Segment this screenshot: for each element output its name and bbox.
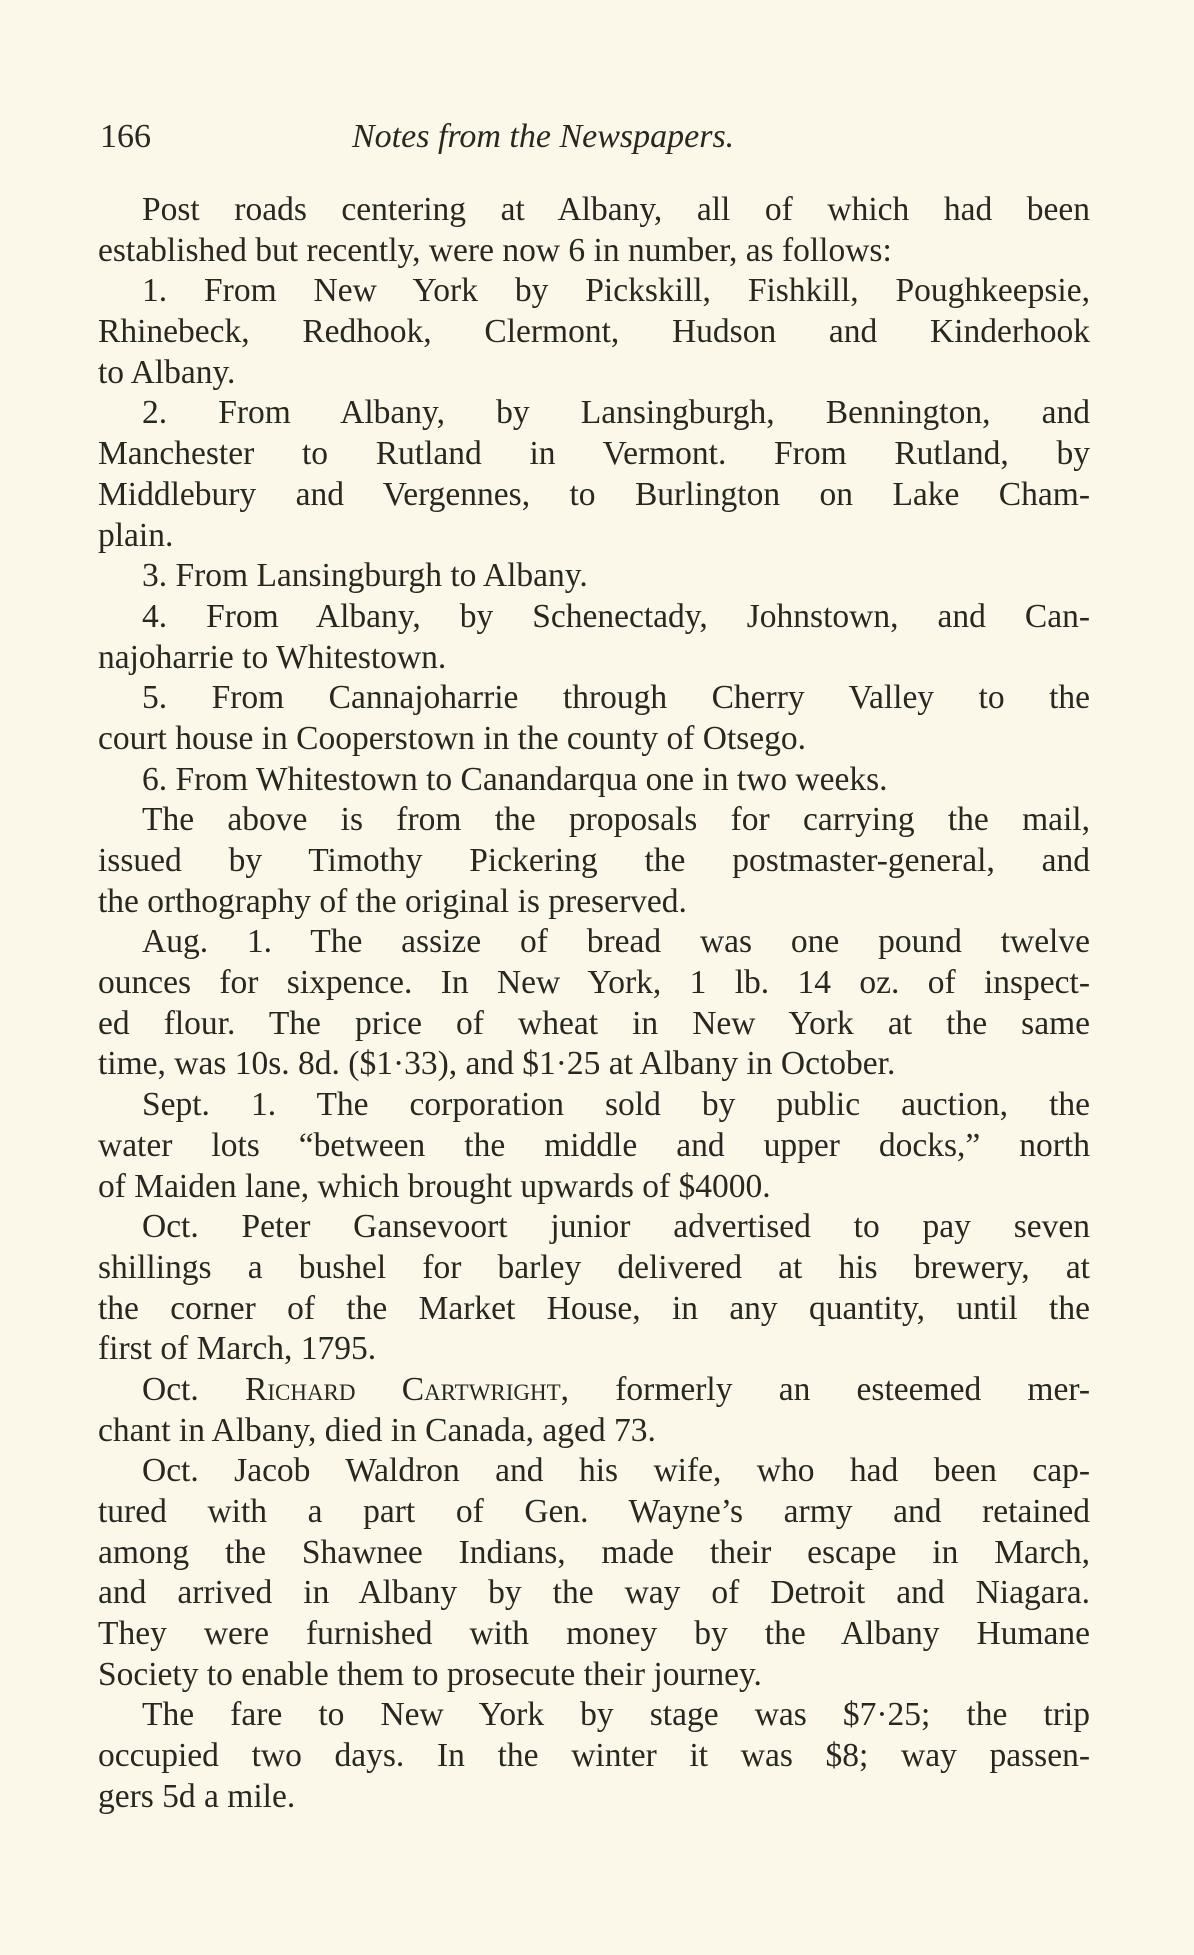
text-line: Aug. 1. The assize of bread was one pound twelve [142, 923, 1090, 961]
body-text [98, 190, 1090, 1818]
text-line: najoharrie to Whitestown. [98, 638, 447, 676]
text-line: 4. From Albany, by Schenectady, Johnstown, and Can- [142, 597, 1090, 635]
text-line: of Maiden lane, which brought upwards of $4000. [98, 1167, 771, 1205]
page-number: 166 [100, 118, 151, 155]
text-line: tured with a part of Gen. Wayne’s army and retained [98, 1493, 1090, 1530]
text-line: Oct. Jacob Waldron and his wife, who had been cap- [142, 1452, 1090, 1490]
text-line: established but recently, were now 6 in number, as follows: [98, 231, 892, 269]
text-line: Rhinebeck, Redhook, Clermont, Hudson and Kinderhook [98, 313, 1090, 351]
text-line: time, was 10s. 8d. ($1·33), and $1·25 at Albany in October. [98, 1045, 896, 1083]
text-line: the corner of the Market House, in any quantity, until the [98, 1289, 1090, 1327]
text-line: 1. From New York by Pickskill, Fishkill, Poughkeepsie, [142, 272, 1090, 310]
text-line: They were furnished with money by the Albany Humane [98, 1615, 1090, 1653]
text-line: 6. From Whitestown to Canandarqua one in two weeks. [142, 760, 888, 798]
text-line: shillings a bushel for barley delivered at his brewery, at [98, 1248, 1090, 1286]
text-line: Post roads centering at Albany, all of which had been [142, 191, 1090, 228]
text-line: ounces for sixpence. In New York, 1 lb. 14 oz. of inspect- [98, 964, 1090, 1002]
text-line: occupied two days. In the winter it was $8; way passen- [98, 1737, 1090, 1775]
text-line: The fare to New York by stage was $7·25; the trip [142, 1696, 1090, 1734]
text-line: 3. From Lansingburgh to Albany. [142, 557, 588, 595]
text-line: The above is from the proposals for carrying the mail, [142, 801, 1090, 839]
running-title: Notes from the Newspapers. [352, 118, 735, 155]
text-line: Middlebury and Vergennes, to Burlington on Lake Cham- [98, 475, 1090, 513]
text-line: 2. From Albany, by Lansingburgh, Bennington, and [142, 394, 1090, 432]
text-line: Society to enable them to prosecute their journey. [98, 1655, 762, 1693]
text-line: and arrived in Albany by the way of Detroit and Niagara. [98, 1574, 1090, 1612]
text-line: first of March, 1795. [98, 1330, 377, 1368]
text-line: water lots “between the middle and upper docks,” north [98, 1126, 1090, 1164]
text-line: Oct. Richard Cartwright, formerly an esteemed mer- [142, 1370, 1090, 1408]
text-line: issued by Timothy Pickering the postmaster-general, and [98, 842, 1090, 879]
text-line: 5. From Cannajoharrie through Cherry Valley to the [142, 679, 1090, 717]
text-line: among the Shawnee Indians, made their escape in March, [98, 1533, 1090, 1571]
small-caps-name: Richard Cartwright [244, 1370, 561, 1408]
text-line: Sept. 1. The corporation sold by public auction, the [142, 1086, 1090, 1124]
text-line: plain. [98, 516, 174, 554]
text-line: ed flour. The price of wheat in New York at the same [98, 1004, 1090, 1042]
text-line: court house in Cooperstown in the county of Otsego. [98, 719, 807, 757]
page-header [100, 118, 1090, 168]
text-line: Manchester to Rutland in Vermont. From Rutland, by [98, 435, 1090, 473]
text-line: chant in Albany, died in Canada, aged 73. [98, 1411, 656, 1449]
text-line: Oct. Peter Gansevoort junior advertised to pay seven [142, 1208, 1090, 1246]
text-line: to Albany. [98, 353, 236, 391]
text-line: gers 5d a mile. [98, 1777, 296, 1815]
text-line: the orthography of the original is preserved. [98, 882, 687, 920]
